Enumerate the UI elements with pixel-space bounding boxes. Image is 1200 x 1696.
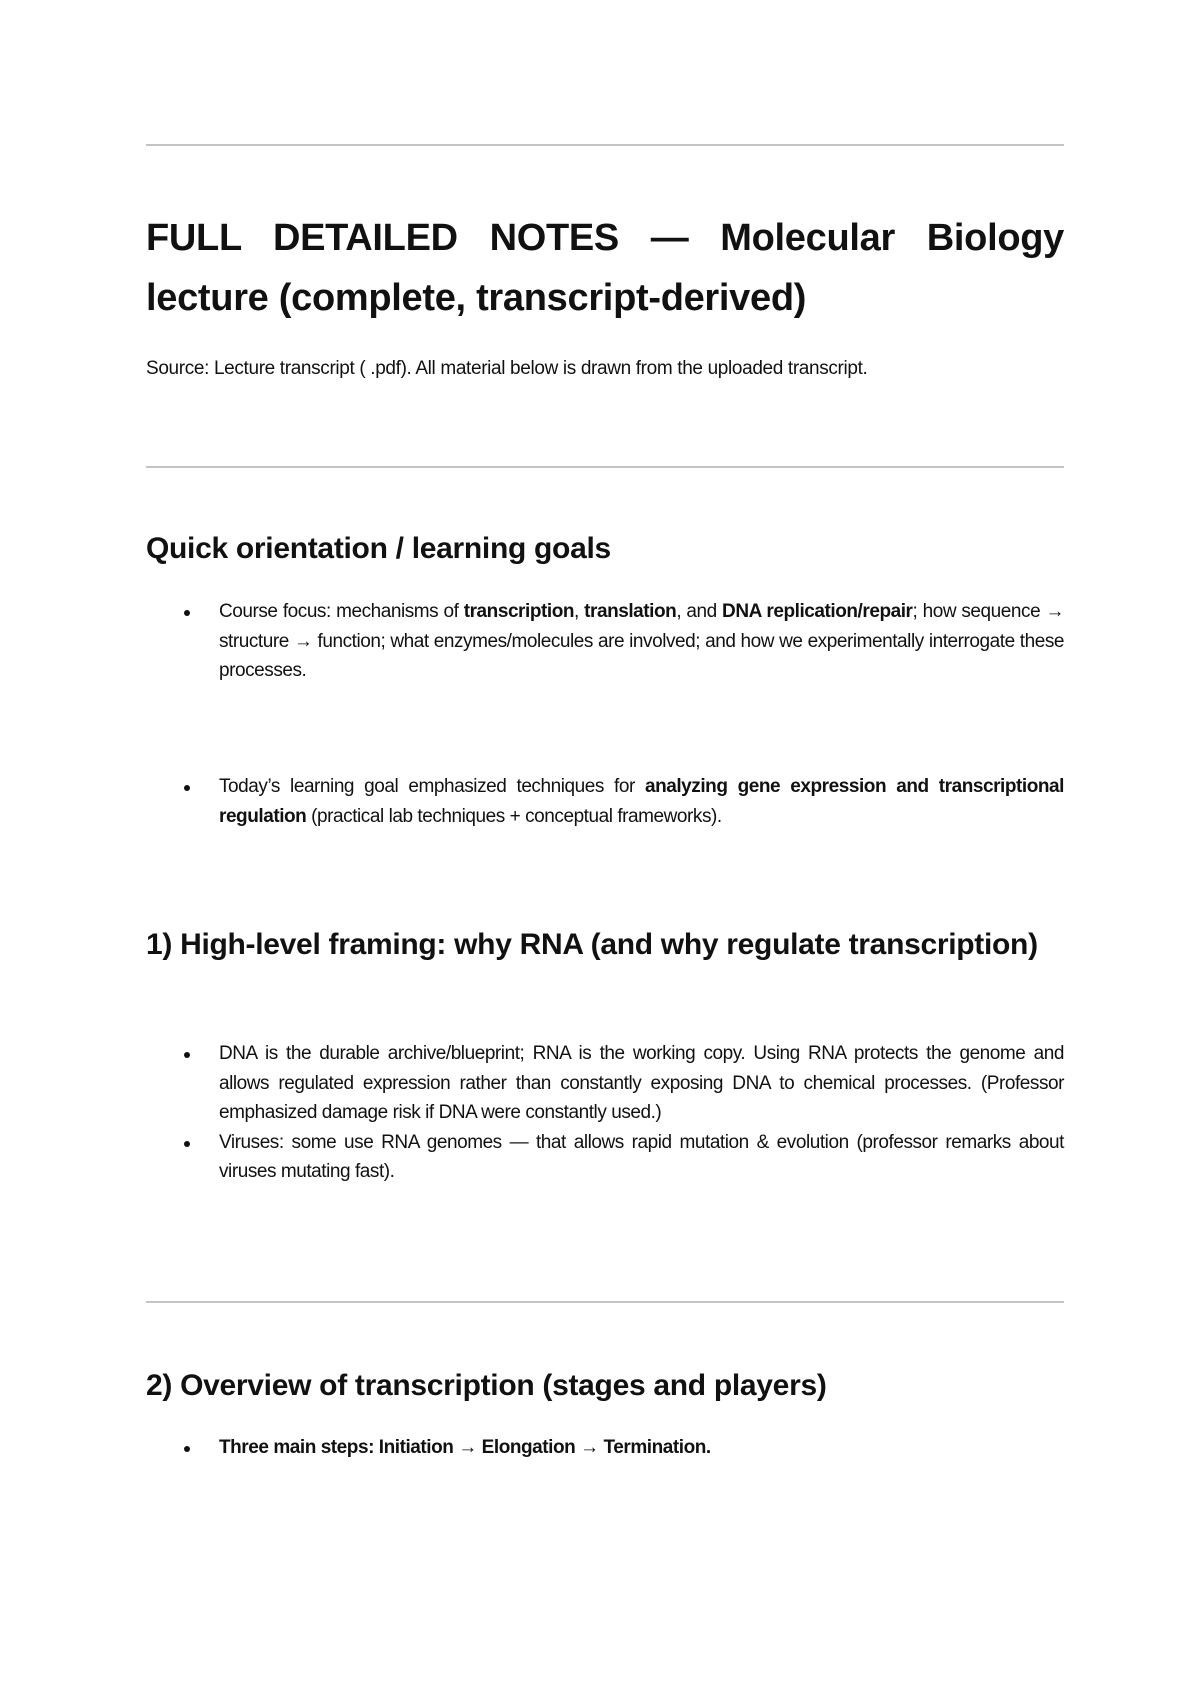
text-run: ; how sequence → structure → function; what enzymes/molecules are involved; and how we experimentally interrogate these processes.	[219, 601, 1065, 681]
text-run: Course focus: mechanisms of	[219, 601, 464, 622]
list-item	[146, 772, 1064, 831]
text-run: Three main steps: Initiation → Elongation → Termination.	[219, 1437, 711, 1458]
bullet-list	[146, 597, 1064, 686]
text-run: Viruses: some use RNA genomes — that allows rapid mutation & evolution (professor remarks about viruses mutating fast).	[219, 1131, 1064, 1182]
document-title: FULL DETAILED NOTES — Molecular Biology lecture (complete, transcript-derived)	[146, 217, 1064, 319]
bullet-icon	[184, 610, 190, 616]
text-run: ,	[574, 601, 585, 622]
section-heading-orientation: Quick orientation / learning goals	[146, 532, 611, 565]
source-note: Source: Lecture transcript ( .pdf). All material below is drawn from the uploaded transcript.	[146, 358, 868, 379]
bullet-icon	[184, 1052, 190, 1058]
bold-term: translation	[584, 601, 677, 622]
bold-term: analyzing gene expression and transcriptional regulation	[219, 776, 1064, 827]
horizontal-rule	[146, 1301, 1064, 1303]
list-item	[146, 1128, 1064, 1187]
bold-term: DNA replication/repair	[722, 601, 913, 622]
bullet-list	[146, 1433, 1064, 1463]
bullet-icon	[184, 1141, 190, 1147]
text-run: , and	[676, 601, 723, 622]
section-heading-transcription-overview: 2) Overview of transcription (stages and players)	[146, 1369, 827, 1402]
horizontal-rule	[146, 144, 1064, 146]
section-heading-framing: 1) High-level framing: why RNA (and why regulate transcription)	[146, 928, 1038, 961]
text-run: Today’s learning goal emphasized techniques for	[219, 776, 645, 797]
bullet-icon	[184, 785, 190, 791]
text-run: DNA is the durable archive/blueprint; RNA is the working copy. Using RNA protects the genome and allows regulated expression rather than constantly exposing DNA to chemical processes. (Professor emphasized damage risk if DNA were constantly used.)	[219, 1043, 1064, 1123]
list-item	[146, 1433, 1064, 1463]
horizontal-rule	[146, 466, 1064, 468]
bullet-list	[146, 1039, 1064, 1187]
list-item	[146, 1039, 1064, 1128]
text-run: (practical lab techniques + conceptual frameworks).	[306, 805, 722, 827]
list-item	[146, 597, 1064, 686]
bold-term: transcription	[463, 601, 575, 622]
bullet-list	[146, 772, 1064, 831]
bullet-icon	[184, 1446, 190, 1452]
